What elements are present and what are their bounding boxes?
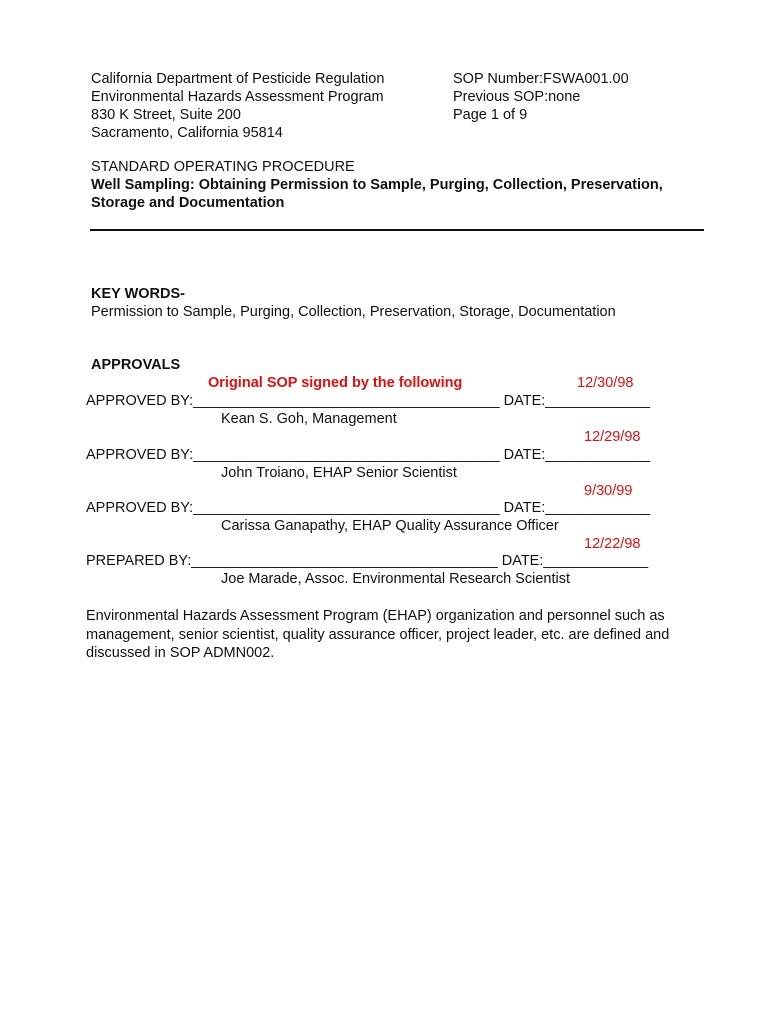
street-address: 830 K Street, Suite 200 xyxy=(91,107,241,123)
preparer-name: Joe Marade, Assoc. Environmental Research Scientist xyxy=(221,571,570,587)
keywords-section xyxy=(91,285,616,321)
approval-date-3: 9/30/99 xyxy=(584,483,633,499)
keywords-heading: KEY WORDS- xyxy=(91,286,185,302)
approved-by-line-1: APPROVED BY:______________________________________ DATE:_____________ xyxy=(86,393,651,409)
sop-metadata-block xyxy=(453,70,629,124)
approval-date-2: 12/29/98 xyxy=(584,429,641,445)
sop-title-block xyxy=(91,158,711,212)
approver-name-1: Kean S. Goh, Management xyxy=(221,411,397,427)
sop-type: STANDARD OPERATING PROCEDURE xyxy=(91,159,355,175)
keywords-text: Permission to Sample, Purging, Collection, Preservation, Storage, Documentation xyxy=(91,304,616,320)
approver-name-3: Carissa Ganapathy, EHAP Quality Assurance Officer xyxy=(221,518,559,534)
approvals-heading: APPROVALS xyxy=(91,357,181,373)
approved-by-line-2: APPROVED BY:______________________________________ DATE:_____________ xyxy=(86,447,651,463)
previous-sop: Previous SOP:none xyxy=(453,89,581,105)
ehap-note-paragraph: Environmental Hazards Assessment Program (EHAP) organization and personnel such as management, senior scientist, quality assurance officer, project leader, etc. are defined and discussed in SOP ADMN002. xyxy=(86,608,670,661)
program-name: Environmental Hazards Assessment Program xyxy=(91,89,384,105)
approved-by-line-3: APPROVED BY:______________________________________ DATE:_____________ xyxy=(86,500,651,516)
agency-name: California Department of Pesticide Regulation xyxy=(91,71,385,87)
approval-date-1: 12/30/98 xyxy=(577,375,634,391)
prepared-by-line: PREPARED BY:______________________________________ DATE:_____________ xyxy=(86,553,649,569)
signed-original-note: Original SOP signed by the following xyxy=(208,375,463,391)
approver-name-2: John Troiano, EHAP Senior Scientist xyxy=(221,465,457,481)
page-number: Page 1 of 9 xyxy=(453,107,528,123)
sop-title-line-1: Well Sampling: Obtaining Permission to Sample, Purging, Collection, Preservation, xyxy=(91,177,663,193)
title-divider xyxy=(90,229,704,231)
city-state-zip: Sacramento, California 95814 xyxy=(91,125,283,141)
agency-address-block xyxy=(91,70,384,142)
preparation-date: 12/22/98 xyxy=(584,536,641,552)
sop-number: SOP Number:FSWA001.00 xyxy=(453,71,629,87)
sop-title-line-2: Storage and Documentation xyxy=(91,195,285,211)
